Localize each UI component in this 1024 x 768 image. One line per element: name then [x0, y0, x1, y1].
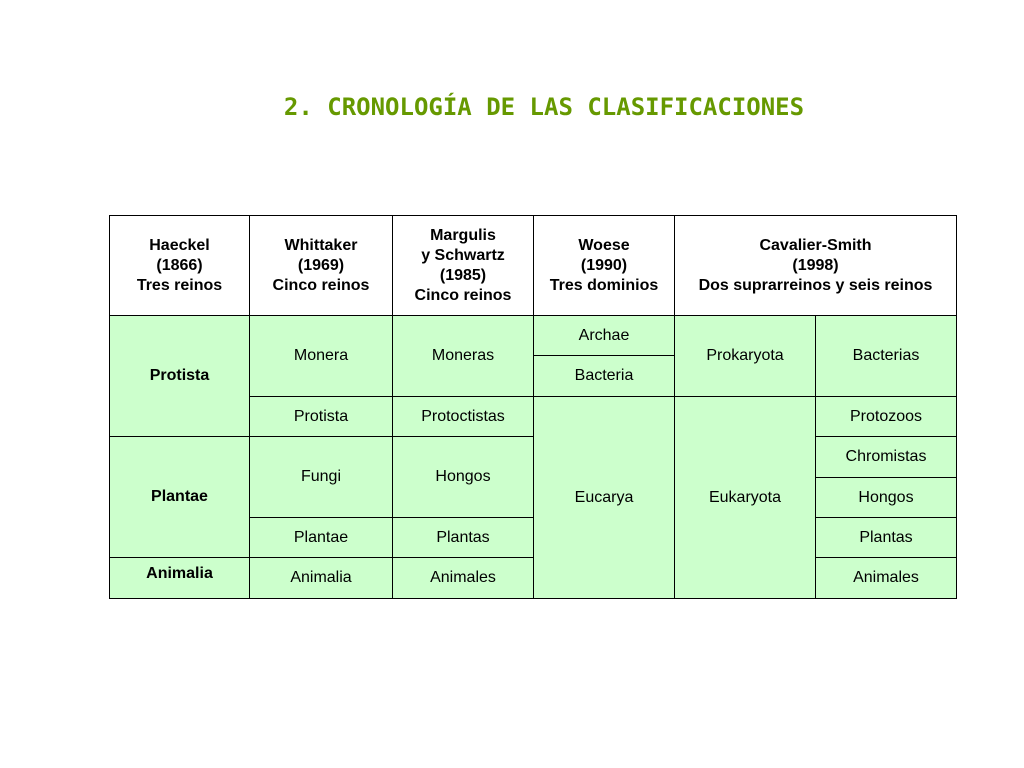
whittaker-animalia: Animalia [250, 558, 393, 599]
table-row [110, 558, 957, 599]
header-cavalier-smith: Cavalier-Smith (1998) Dos suprarreinos y seis reinos [675, 216, 957, 316]
margulis-animales: Animales [393, 558, 534, 599]
cavalier-chromistas: Chromistas [816, 437, 957, 478]
header-woese: Woese (1990) Tres dominios [534, 216, 675, 316]
header-margulis: Margulis y Schwartz (1985) Cinco reinos [393, 216, 534, 316]
header-whittaker: Whittaker (1969) Cinco reinos [250, 216, 393, 316]
cavalier-eukaryota: Eukaryota [675, 397, 816, 599]
haeckel-plantae: Plantae [110, 437, 250, 558]
cavalier-hongos: Hongos [816, 478, 957, 518]
whittaker-plantae: Plantae [250, 518, 393, 558]
table-row [110, 316, 957, 356]
classification-table [109, 215, 957, 599]
table-row [110, 437, 957, 478]
cavalier-prokaryota: Prokaryota [675, 316, 816, 397]
haeckel-animalia: Animalia [110, 558, 250, 599]
margulis-protoctistas: Protoctistas [393, 397, 534, 437]
haeckel-protista: Protista [110, 316, 250, 437]
woese-bacteria: Bacteria [534, 356, 675, 397]
cavalier-plantas: Plantas [816, 518, 957, 558]
woese-eucarya: Eucarya [534, 397, 675, 599]
cavalier-animales: Animales [816, 558, 957, 599]
page-title: 2. CRONOLOGÍA DE LAS CLASIFICACIONES [283, 93, 805, 121]
whittaker-monera: Monera [250, 316, 393, 397]
whittaker-fungi: Fungi [250, 437, 393, 518]
margulis-hongos: Hongos [393, 437, 534, 518]
margulis-plantas: Plantas [393, 518, 534, 558]
header-row [110, 216, 957, 316]
cavalier-bacterias: Bacterias [816, 316, 957, 397]
margulis-moneras: Moneras [393, 316, 534, 397]
whittaker-protista: Protista [250, 397, 393, 437]
woese-archae: Archae [534, 316, 675, 356]
header-haeckel: Haeckel (1866) Tres reinos [110, 216, 250, 316]
cavalier-protozoos: Protozoos [816, 397, 957, 437]
